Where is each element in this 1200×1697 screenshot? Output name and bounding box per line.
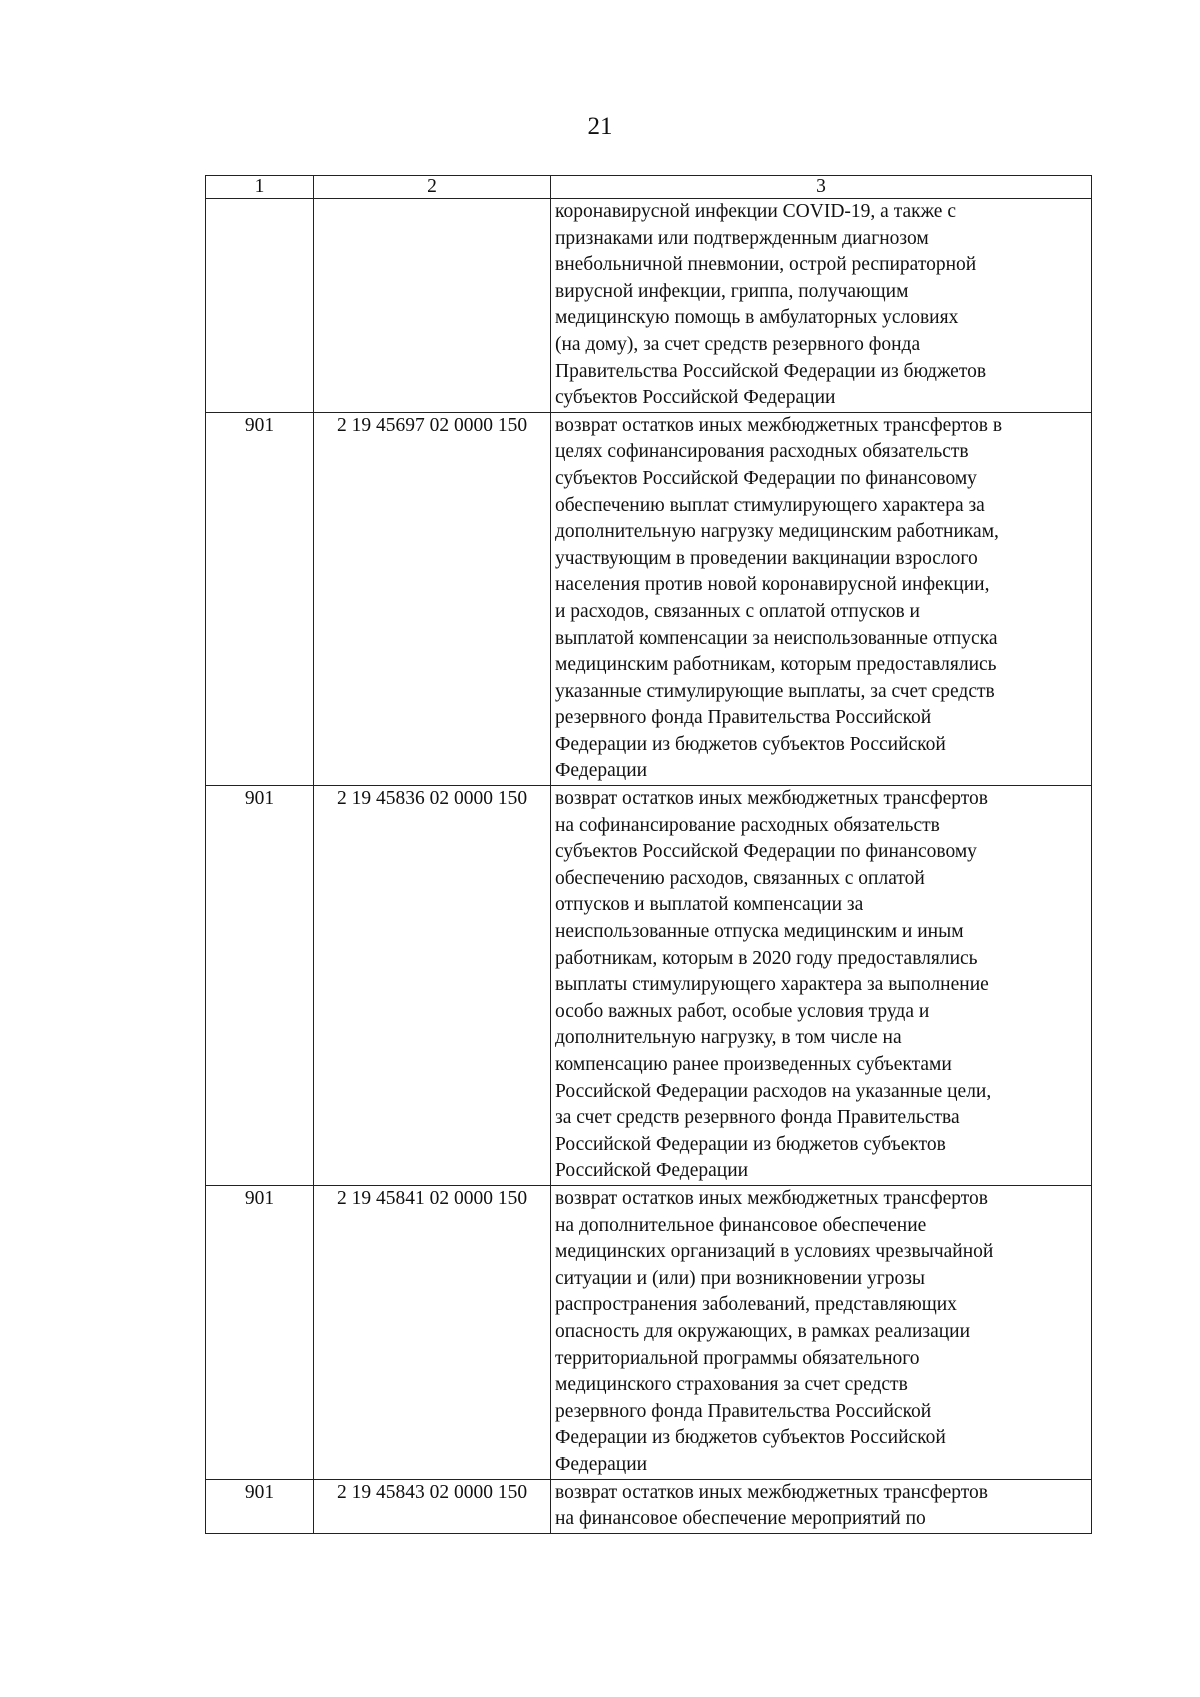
budget-code-cell: 2 19 45843 02 0000 150 <box>314 1479 551 1533</box>
table-row <box>206 199 1092 413</box>
budget-code-cell: 2 19 45836 02 0000 150 <box>314 786 551 1186</box>
table-row <box>206 786 1092 1186</box>
description-cell: коронавирусной инфекции COVID-19, а также с признаками или подтвержденным диагнозом внебольничной пневмонии, острой респираторной вирусной инфекции, гриппа, получающим медицинскую помощь в амбулаторных условиях (на дому), за счет средств резервного фонда Правительства Российской Федерации из бюджетов субъектов Российской Федерации <box>551 199 1092 413</box>
budget-code-cell <box>314 199 551 413</box>
table-row <box>206 1479 1092 1533</box>
admin-code-cell: 901 <box>206 1185 314 1479</box>
table-row <box>206 1185 1092 1479</box>
description-cell: возврат остатков иных межбюджетных трансфертов на дополнительное финансовое обеспечение медицинских организаций в условиях чрезвычайной ситуации и (или) при возникновении угрозы распространения заболеваний, представляющих опасность для окружающих, в рамках реализации территориальной программы обязательного медицинского страхования за счет средств резервного фонда Правительства Российской Федерации из бюджетов субъектов Российской Федерации <box>551 1185 1092 1479</box>
admin-code-cell: 901 <box>206 412 314 785</box>
description-cell: возврат остатков иных межбюджетных трансфертов в целях софинансирования расходных обязательств субъектов Российской Федерации по финансовому обеспечению выплат стимулирующего характера за дополнительную нагрузку медицинским работникам, участвующим в проведении вакцинации взрослого населения против новой коронавирусной инфекции, и расходов, связанных с оплатой отпусков и выплатой компенсации за неиспользованные отпуска медицинским работникам, которым предоставлялись указанные стимулирующие выплаты, за счет средств резервного фонда Правительства Российской Федерации из бюджетов субъектов Российской Федерации <box>551 412 1092 785</box>
page-number: 21 <box>587 113 613 140</box>
column-header-3: 3 <box>551 176 1092 199</box>
admin-code-cell: 901 <box>206 786 314 1186</box>
budget-code-cell: 2 19 45697 02 0000 150 <box>314 412 551 785</box>
description-cell: возврат остатков иных межбюджетных трансфертов на софинансирование расходных обязательств субъектов Российской Федерации по финансовому обеспечению расходов, связанных с оплатой отпусков и выплатой компенсации за неиспользованные отпуска медицинским и иным работникам, которым в 2020 году предоставлялись выплаты стимулирующего характера за выполнение особо важных работ, особые условия труда и дополнительную нагрузку, в том числе на компенсацию ранее произведенных субъектами Российской Федерации расходов на указанные цели, за счет средств резервного фонда Правительства Российской Федерации из бюджетов субъектов Российской Федерации <box>551 786 1092 1186</box>
column-header-1: 1 <box>206 176 314 199</box>
admin-code-cell: 901 <box>206 1479 314 1533</box>
table-row <box>206 412 1092 785</box>
column-header-2: 2 <box>314 176 551 199</box>
admin-code-cell <box>206 199 314 413</box>
description-cell: возврат остатков иных межбюджетных трансфертов на финансовое обеспечение мероприятий по <box>551 1479 1092 1533</box>
budget-codes-table <box>205 175 1092 1534</box>
budget-code-cell: 2 19 45841 02 0000 150 <box>314 1185 551 1479</box>
table-header-row <box>206 176 1092 199</box>
